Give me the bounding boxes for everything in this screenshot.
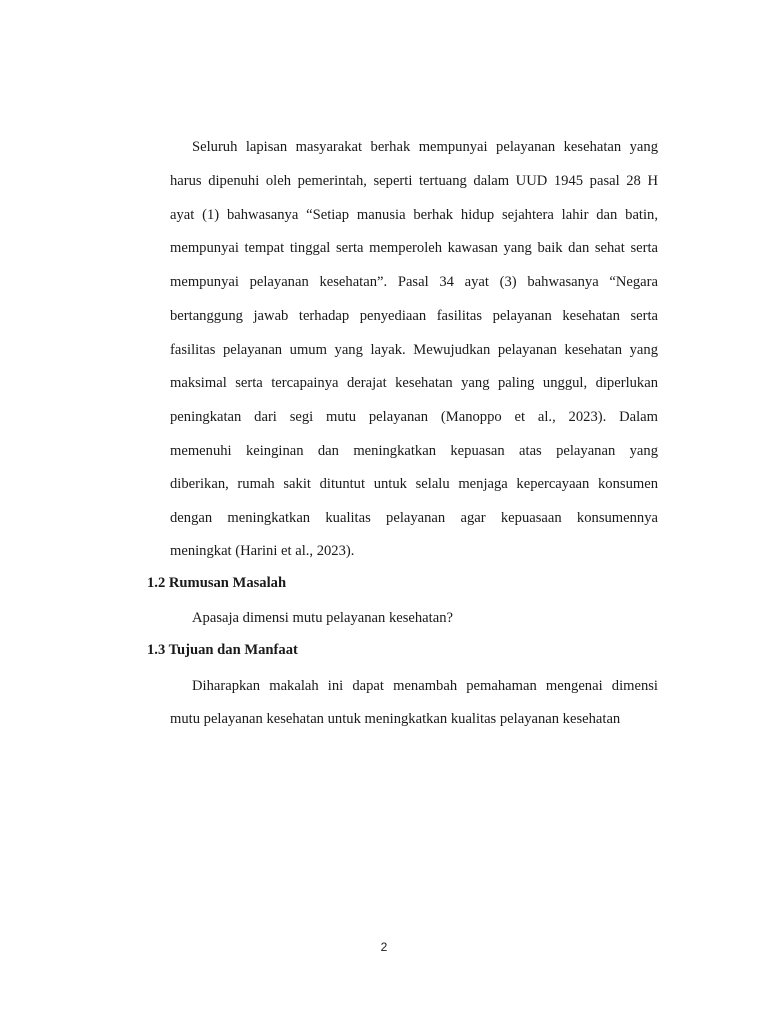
page-number: 2 [380,940,388,954]
paragraph-line: harus dipenuhi oleh pemerintah, seperti tertuang dalam UUD 1945 pasal 28 H [170,173,658,189]
paragraph-line: dengan meningkatkan kualitas pelayanan agar kepuasaan konsumennya [170,510,658,526]
paragraph-line: peningkatan dari segi mutu pelayanan (Manoppo et al., 2023). Dalam [170,409,658,425]
paragraph-line: ayat (1) bahwasanya “Setiap manusia berhak hidup sejahtera lahir dan batin, [170,207,658,223]
paragraph-line: memenuhi keinginan dan meningkatkan kepuasan atas pelayanan yang [170,443,658,459]
paragraph-line: diberikan, rumah sakit dituntut untuk selalu menjaga kepercayaan konsumen [170,476,658,492]
paragraph-line: maksimal serta tercapainya derajat kesehatan yang paling unggul, diperlukan [170,375,658,391]
paragraph-line: meningkat (Harini et al., 2023). [170,543,355,559]
section-text-rumusan-masalah: Apasaja dimensi mutu pelayanan kesehatan? [192,610,453,626]
paragraph-line: bertanggung jawab terhadap penyediaan fasilitas pelayanan kesehatan serta [170,308,658,324]
paragraph-line: mempunyai pelayanan kesehatan”. Pasal 34 ayat (3) bahwasanya “Negara [170,274,658,290]
section-heading-tujuan-manfaat: 1.3 Tujuan dan Manfaat [147,642,298,658]
paragraph-line: mempunyai tempat tinggal serta memperoleh kawasan yang baik dan sehat serta [170,240,658,256]
section-heading-rumusan-masalah: 1.2 Rumusan Masalah [147,575,287,591]
paragraph-line: Seluruh lapisan masyarakat berhak mempunyai pelayanan kesehatan yang [192,139,658,155]
paragraph-line: fasilitas pelayanan umum yang layak. Mewujudkan pelayanan kesehatan yang [170,342,658,358]
paragraph-line: Diharapkan makalah ini dapat menambah pemahaman mengenai dimensi [192,678,658,694]
paragraph-line: mutu pelayanan kesehatan untuk meningkatkan kualitas pelayanan kesehatan [170,711,621,727]
